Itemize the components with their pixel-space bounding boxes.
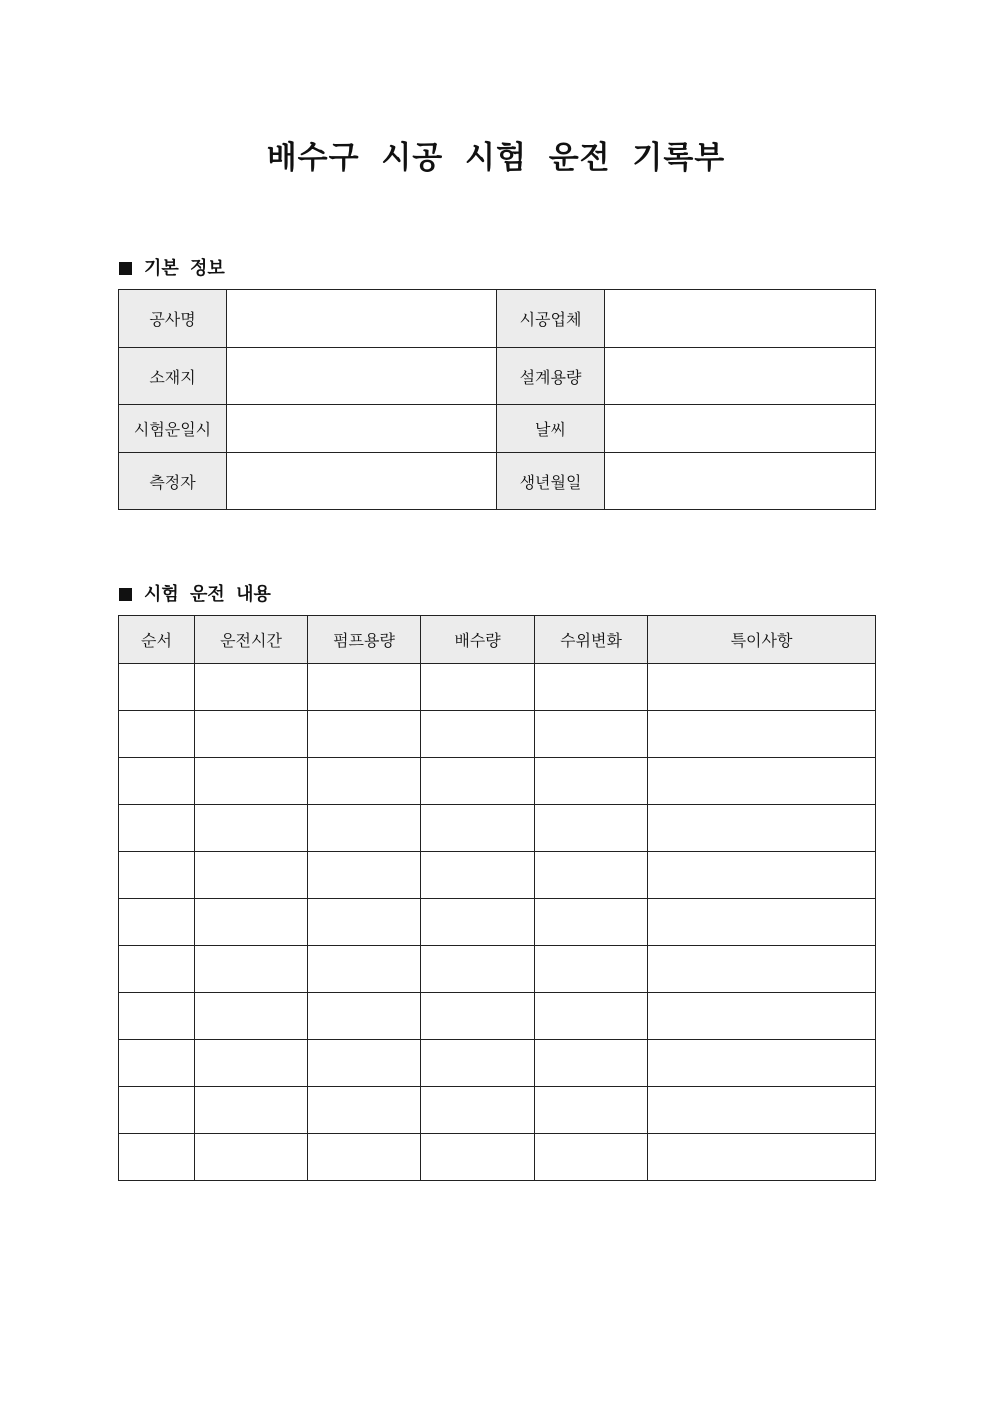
entry-cell[interactable]	[648, 1134, 876, 1181]
entry-cell[interactable]	[421, 758, 535, 805]
entry-cell[interactable]	[648, 1087, 876, 1134]
run-details-table	[118, 615, 876, 1181]
entry-cell[interactable]	[535, 758, 648, 805]
info-value-field[interactable]	[227, 405, 497, 453]
entry-cell[interactable]	[421, 664, 535, 711]
entry-cell[interactable]	[648, 1040, 876, 1087]
info-value-field[interactable]	[605, 453, 876, 510]
entry-cell[interactable]	[535, 664, 648, 711]
entry-cell[interactable]	[195, 711, 308, 758]
entry-cell[interactable]	[648, 805, 876, 852]
entry-cell[interactable]	[308, 664, 421, 711]
basic-info-heading	[119, 254, 225, 280]
square-bullet-icon	[119, 588, 132, 601]
entry-cell[interactable]	[195, 805, 308, 852]
entry-cell[interactable]	[648, 852, 876, 899]
info-row	[119, 453, 876, 510]
table-row	[119, 1134, 876, 1181]
table-row	[119, 852, 876, 899]
entry-cell[interactable]	[308, 946, 421, 993]
document-title: 배수구 시공 시험 운전 기록부	[266, 140, 726, 176]
entry-cell[interactable]	[648, 711, 876, 758]
column-header: 순서	[119, 616, 195, 664]
info-label: 측정자	[119, 453, 227, 510]
entry-cell[interactable]	[308, 758, 421, 805]
column-header: 운전시간	[195, 616, 308, 664]
entry-cell[interactable]	[195, 664, 308, 711]
entry-cell[interactable]	[535, 1087, 648, 1134]
entry-cell[interactable]	[195, 1087, 308, 1134]
basic-info-heading-text: 기본 정보	[144, 258, 225, 279]
entry-cell[interactable]	[119, 899, 195, 946]
entry-cell[interactable]	[119, 758, 195, 805]
info-label: 시공업체	[497, 290, 605, 348]
column-header: 특이사항	[648, 616, 876, 664]
table-row	[119, 1087, 876, 1134]
entry-cell[interactable]	[195, 993, 308, 1040]
entry-cell[interactable]	[421, 946, 535, 993]
column-header: 펌프용량	[308, 616, 421, 664]
entry-cell[interactable]	[535, 946, 648, 993]
table-row	[119, 1040, 876, 1087]
entry-cell[interactable]	[195, 1040, 308, 1087]
entry-cell[interactable]	[308, 1087, 421, 1134]
table-row	[119, 899, 876, 946]
entry-cell[interactable]	[421, 993, 535, 1040]
info-label: 날씨	[497, 405, 605, 453]
entry-cell[interactable]	[421, 899, 535, 946]
run-header-row	[119, 616, 876, 664]
entry-cell[interactable]	[535, 1040, 648, 1087]
table-row	[119, 805, 876, 852]
entry-cell[interactable]	[119, 1040, 195, 1087]
entry-cell[interactable]	[308, 1134, 421, 1181]
info-row	[119, 405, 876, 453]
entry-cell[interactable]	[535, 805, 648, 852]
entry-cell[interactable]	[119, 1087, 195, 1134]
entry-cell[interactable]	[119, 993, 195, 1040]
entry-cell[interactable]	[648, 664, 876, 711]
info-value-field[interactable]	[605, 348, 876, 405]
entry-cell[interactable]	[195, 899, 308, 946]
column-header: 수위변화	[535, 616, 648, 664]
entry-cell[interactable]	[308, 993, 421, 1040]
entry-cell[interactable]	[195, 946, 308, 993]
entry-cell[interactable]	[119, 946, 195, 993]
run-details-heading	[119, 580, 271, 606]
entry-cell[interactable]	[648, 946, 876, 993]
square-bullet-icon	[119, 262, 132, 275]
entry-cell[interactable]	[421, 711, 535, 758]
entry-cell[interactable]	[308, 852, 421, 899]
entry-cell[interactable]	[119, 664, 195, 711]
entry-cell[interactable]	[308, 899, 421, 946]
info-label: 시험운일시	[119, 405, 227, 453]
basic-info-table	[118, 289, 876, 510]
entry-cell[interactable]	[421, 805, 535, 852]
entry-cell[interactable]	[535, 852, 648, 899]
table-row	[119, 758, 876, 805]
info-value-field[interactable]	[605, 405, 876, 453]
info-row	[119, 348, 876, 405]
entry-cell[interactable]	[308, 711, 421, 758]
info-row	[119, 290, 876, 348]
entry-cell[interactable]	[421, 1134, 535, 1181]
table-row	[119, 993, 876, 1040]
entry-cell[interactable]	[195, 758, 308, 805]
entry-cell[interactable]	[119, 1134, 195, 1181]
entry-cell[interactable]	[648, 758, 876, 805]
entry-cell[interactable]	[195, 852, 308, 899]
entry-cell[interactable]	[308, 805, 421, 852]
entry-cell[interactable]	[119, 711, 195, 758]
entry-cell[interactable]	[535, 1134, 648, 1181]
column-header: 배수량	[421, 616, 535, 664]
entry-cell[interactable]	[648, 899, 876, 946]
entry-cell[interactable]	[535, 711, 648, 758]
info-label: 설계용량	[497, 348, 605, 405]
entry-cell[interactable]	[421, 852, 535, 899]
entry-cell[interactable]	[195, 1134, 308, 1181]
entry-cell[interactable]	[535, 993, 648, 1040]
info-value-field[interactable]	[227, 453, 497, 510]
entry-cell[interactable]	[535, 899, 648, 946]
entry-cell[interactable]	[421, 1040, 535, 1087]
entry-cell[interactable]	[421, 1087, 535, 1134]
info-label: 공사명	[119, 290, 227, 348]
info-value-field[interactable]	[227, 348, 497, 405]
table-row	[119, 946, 876, 993]
entry-cell[interactable]	[119, 852, 195, 899]
entry-cell[interactable]	[648, 993, 876, 1040]
table-row	[119, 711, 876, 758]
info-value-field[interactable]	[605, 290, 876, 348]
info-value-field[interactable]	[227, 290, 497, 348]
info-label: 소재지	[119, 348, 227, 405]
run-details-heading-text: 시험 운전 내용	[144, 584, 271, 605]
entry-cell[interactable]	[119, 805, 195, 852]
info-label: 생년월일	[497, 453, 605, 510]
entry-cell[interactable]	[308, 1040, 421, 1087]
table-row	[119, 664, 876, 711]
